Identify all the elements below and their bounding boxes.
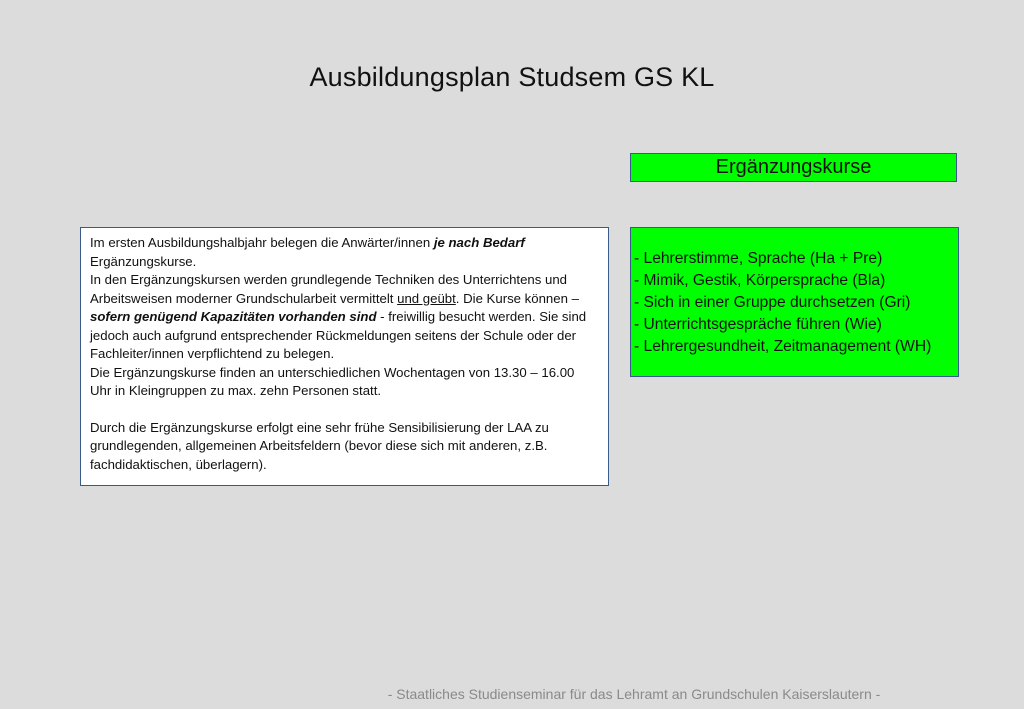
info-paragraph-1	[90, 234, 599, 271]
course-item: - Sich in einer Gruppe durchsetzen (Gri)	[634, 294, 911, 311]
footer-text: - Staatliches Studienseminar für das Lehramt an Grundschulen Kaiserslautern -	[387, 686, 881, 702]
info-text: . Die Kurse können –	[455, 290, 579, 306]
course-list	[634, 248, 958, 358]
info-paragraph-4: Durch die Ergänzungskurse erfolgt eine sehr frühe Sensibilisierung der LAA zu grundlegenden, allgemeinen Arbeitsfeldern (bevor diese sich mit anderen, z.B. fachdidaktischen, überlagern).	[90, 419, 549, 472]
slide-title: Ausbildungsplan Studsem GS KL	[309, 62, 715, 92]
info-emphasis: sofern genügend Kapazitäten vorhanden sind	[90, 309, 377, 324]
info-text: In den Ergänzungskursen werden grundlegende Techniken des Unterrichtens und Arbeitsweisen moderner Grundschularbeit vermittelt	[90, 272, 568, 306]
course-list-box	[630, 227, 959, 377]
ergaenzungskurse-header: Ergänzungskurse	[630, 153, 957, 182]
info-text: Ergänzungskurse.	[90, 253, 197, 269]
info-paragraph-3: Die Ergänzungskurse finden an unterschiedlichen Wochentagen von 13.30 – 16.00 Uhr in Kleingruppen zu max. zehn Personen statt.	[90, 364, 575, 398]
info-text-box	[80, 227, 609, 486]
course-item: - Lehrerstimme, Sprache (Ha + Pre)	[634, 250, 883, 267]
info-underlined: und geübt	[397, 290, 456, 306]
info-paragraph-2	[90, 271, 599, 364]
course-item: - Lehrergesundheit, Zeitmanagement (WH)	[634, 338, 932, 355]
course-item: - Unterrichtsgespräche führen (Wie)	[634, 316, 882, 333]
info-emphasis: je nach Bedarf	[433, 235, 525, 250]
course-item: - Mimik, Gestik, Körpersprache (Bla)	[634, 272, 886, 289]
info-text: - freiwillig besucht werden. Sie sind jedoch auch aufgrund entsprechender Rückmeldungen seitens der Schule oder der Fachleiter/innen verpflichtend zu belegen.	[90, 309, 587, 361]
paragraph-gap	[90, 401, 599, 419]
info-text: Im ersten Ausbildungshalbjahr belegen die Anwärter/innen	[90, 235, 434, 250]
